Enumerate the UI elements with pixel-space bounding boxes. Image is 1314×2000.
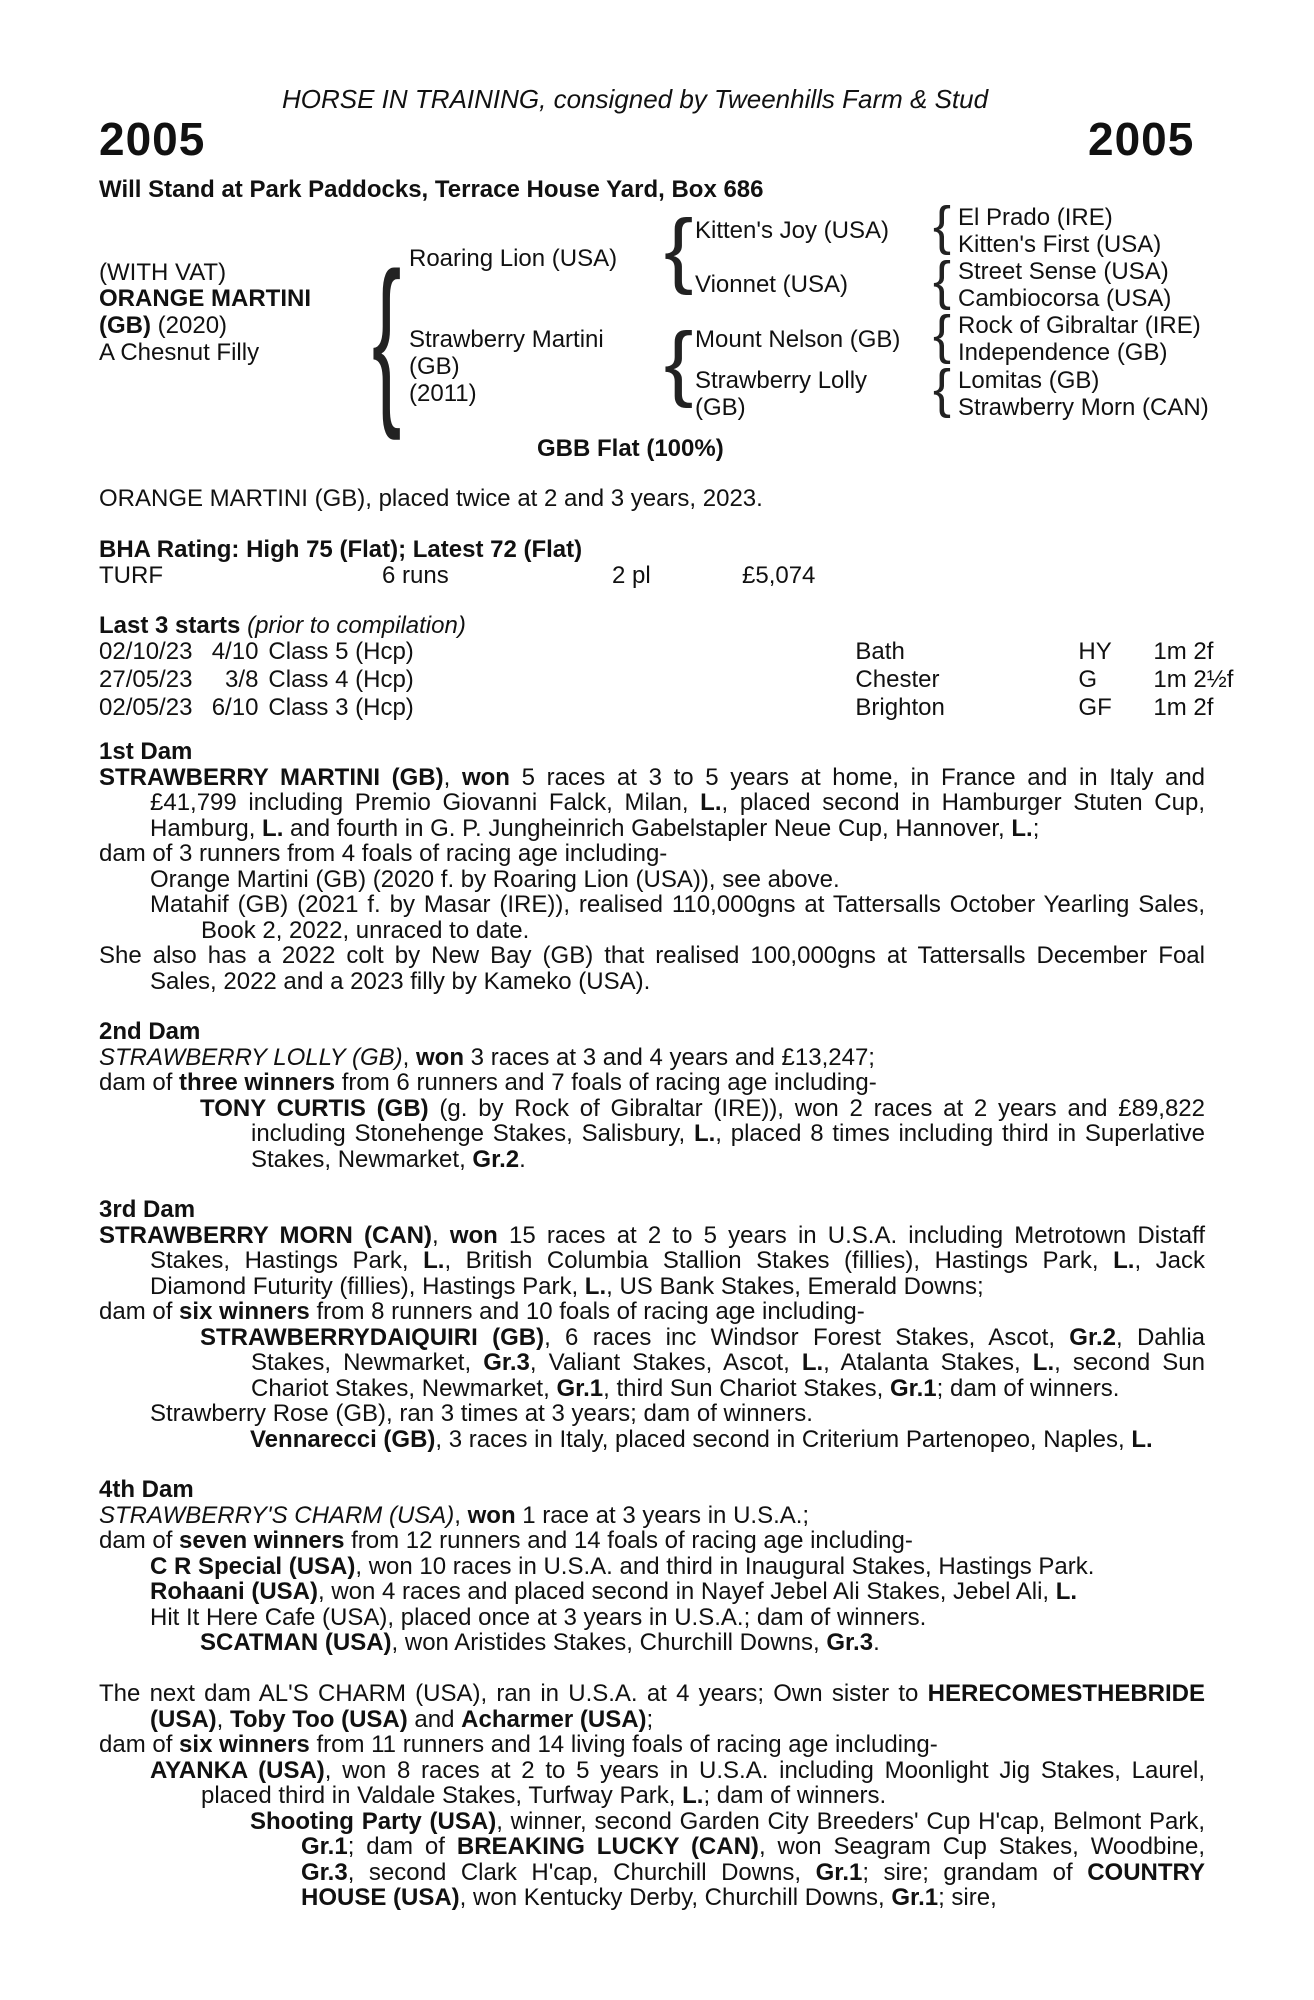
produce-name: STRAWBERRYDAIQUIRI (GB) <box>200 1323 545 1351</box>
start-row <box>99 638 1243 666</box>
last-starts-heading <box>99 612 466 640</box>
text: from 8 runners and 10 foals of racing age including- <box>309 1298 865 1325</box>
pedigree-sdd: Cambiocorsa (USA) <box>958 285 1172 312</box>
start-race: Class 4 (Hcp) <box>268 666 414 693</box>
pedigree-brace-dam: { <box>664 314 694 409</box>
text: , won Seagram Cup Stakes, Woodbine, <box>758 1833 1206 1860</box>
rating-runs: 6 runs <box>382 562 449 589</box>
text: , placed second in Hamburger Stuten Cup, Hamburg, <box>150 789 1205 842</box>
start-going: HY <box>1078 638 1112 665</box>
text: , third Sun Chariot Stakes, <box>603 1374 890 1402</box>
pedigree-brace-ss: { <box>933 196 952 256</box>
pedigree-ssd: Kitten's First (USA) <box>958 231 1162 258</box>
pedigree-dds: Lomitas (GB) <box>958 367 1100 394</box>
winners-count: six winners <box>179 1731 310 1758</box>
pedigree-dam-line1: Strawberry Martini <box>409 326 604 353</box>
horse-summary: ORANGE MARTINI (GB), placed twice at 2 and 3 years, 2023. <box>99 485 763 512</box>
text: 15 races at 2 to 5 years in U.S.A. including Metrotown Distaff Stakes, Hastings Park, <box>150 1221 1205 1274</box>
listed-mark: L. <box>1032 1349 1055 1376</box>
text: , won 10 races in U.S.A. and third in Inaugural Stakes, Hastings Park. <box>355 1552 1095 1580</box>
pedigree-brace-sire: { <box>664 201 694 296</box>
text: from 12 runners and 14 foals of racing age including- <box>344 1527 913 1554</box>
text: ; sire, <box>938 1884 997 1911</box>
group-mark: Gr.1 <box>556 1374 604 1402</box>
produce-name: Rohaani (USA) <box>150 1578 318 1605</box>
text: from 6 runners and 7 foals of racing age including- <box>335 1069 877 1096</box>
dam3-section <box>99 1197 1205 1452</box>
dam1-produce-1: Orange Martini (GB) (2020 f. by Roaring Lion (USA)), see above. <box>150 865 840 893</box>
start-course: Chester <box>855 666 940 693</box>
text: , won 4 races and placed second in Nayef Jebel Ali Stakes, Jebel Ali, <box>318 1578 1056 1605</box>
lot-number-right: 2005 <box>1088 113 1195 165</box>
horse-origin <box>99 312 227 340</box>
text: , won Aristides Stakes, Churchill Downs, <box>391 1629 827 1656</box>
text: 3 races at 3 and 4 years and £13,247; <box>464 1043 875 1071</box>
text: , Jack Diamond Futurity (fillies), Hastings Park, <box>150 1247 1206 1300</box>
bha-rating: BHA Rating: High 75 (Flat); Latest 72 (Flat) <box>99 536 583 563</box>
vat-note: (WITH VAT) <box>99 259 227 286</box>
dam1-record: STRAWBERRY MARTINI (GB), won 5 races at 3 to 5 years at home, in France and in Italy and £41,799 including Premio Giovanni Falck, Milan, L., placed second in Hamburger Stuten Cup, Hamburg, L. and fourth in G. P. Jungheinrich Gabelstapler Neue Cup, Hannover, L.; <box>99 763 1206 842</box>
text: dam of <box>99 1731 180 1758</box>
text: ; dam of winners. <box>936 1374 1120 1402</box>
next-dam-produce-1 <box>99 1758 1205 1809</box>
listed-mark: L. <box>423 1247 445 1274</box>
produce-name: TONY CURTIS (GB) <box>200 1094 429 1122</box>
dam3-record <box>99 1223 1205 1300</box>
pedigree-dam-line3: (2011) <box>409 380 477 407</box>
text: , Valiant Stakes, Ascot, <box>529 1349 802 1376</box>
dam2-name: STRAWBERRY LOLLY (GB) <box>99 1043 403 1071</box>
dam1-section <box>99 739 1205 994</box>
text: ; dam of <box>347 1833 457 1860</box>
last-starts-note: (prior to compilation) <box>240 612 466 639</box>
text: dam of <box>99 1527 180 1554</box>
group-mark: Gr.3 <box>826 1629 874 1656</box>
text: and <box>407 1705 462 1733</box>
dam4-produce-intro <box>99 1528 1205 1554</box>
dam4-produce-2 <box>99 1579 1205 1605</box>
pedigree-brace-dd: { <box>933 359 952 419</box>
produce-name: C R Special (USA) <box>150 1552 356 1580</box>
horse-country: (GB) <box>99 312 151 339</box>
text: , winner, second Garden City Breeders' Cup H'cap, Belmont Park, <box>496 1807 1206 1835</box>
last-starts-table <box>99 638 1243 722</box>
text: , 6 races inc Windsor Forest Stakes, Ascot, <box>544 1323 1070 1351</box>
next-dam-produce-2 <box>99 1809 1205 1911</box>
listed-mark: L. <box>1131 1425 1153 1453</box>
text: ; <box>1032 814 1040 842</box>
start-race: Class 5 (Hcp) <box>268 638 414 665</box>
pedigree-brace-ds: { <box>933 305 952 365</box>
start-course: Bath <box>855 638 905 665</box>
text: , <box>454 1501 468 1529</box>
pedigree-dam-dam-line2: (GB) <box>695 394 746 421</box>
produce-name: COUNTRY HOUSE (USA) <box>301 1858 1205 1911</box>
text: ; sire; grandam of <box>862 1858 1088 1886</box>
gbb-flat: GBB Flat (100%) <box>537 435 724 462</box>
produce-name: Vennarecci (GB) <box>250 1425 436 1453</box>
pedigree-dam-dam-line1: Strawberry Lolly <box>695 367 868 394</box>
dam1-produce-intro: dam of 3 runners from 4 foals of racing age including- <box>99 840 668 867</box>
winners-count: three winners <box>179 1069 336 1096</box>
pedigree-sire-sire: Kitten's Joy (USA) <box>695 217 889 244</box>
listed-mark: L. <box>1113 1247 1135 1274</box>
dam2-won: won <box>416 1043 465 1071</box>
start-dist: 1m 2½f <box>1153 666 1234 693</box>
dam4-won: won <box>467 1501 516 1529</box>
text: dam of <box>99 1298 180 1325</box>
pedigree-brace-main: { <box>372 233 402 442</box>
listed-mark: L. <box>682 1782 704 1809</box>
text: and fourth in G. P. Jungheinrich Gabelstapler Neue Cup, Hannover, <box>283 814 1012 842</box>
next-dam-section <box>99 1681 1205 1911</box>
text: , British Columbia Stallion Stakes (fillies), Hastings Park, <box>444 1247 1114 1274</box>
horse-name: ORANGE MARTINI <box>99 285 311 312</box>
dam4-record <box>99 1503 1205 1529</box>
dam2-record <box>99 1045 1205 1071</box>
group-mark: Gr.2 <box>472 1145 520 1173</box>
group-mark: Gr.2 <box>1069 1323 1116 1351</box>
dam3-produce-1 <box>99 1325 1205 1402</box>
produce-name: AYANKA (USA) <box>150 1756 325 1784</box>
group-mark: Gr.3 <box>301 1858 348 1886</box>
dam4-name: STRAWBERRY'S CHARM (USA) <box>99 1501 455 1529</box>
text: (g. by Rock of Gibraltar (IRE)), won 2 races at 2 years and £89,822 including Stonehenge Stakes, Salisbury, <box>251 1094 1206 1147</box>
dam4-produce-4 <box>99 1630 1205 1656</box>
sibling-name: Toby Too (USA) <box>230 1705 408 1733</box>
pedigree-dam-line2: (GB) <box>409 353 460 380</box>
next-dam-produce-intro <box>99 1732 1205 1758</box>
pedigree-dsd: Independence (GB) <box>958 339 1168 366</box>
dam1-note: She also has a 2022 colt by New Bay (GB) that realised 100,000gns at Tattersalls December Foal Sales, 2022 and a 2023 filly by Kameko (USA). <box>99 942 1205 995</box>
dam1-name: STRAWBERRY MARTINI (GB) <box>99 763 444 791</box>
produce-name: SCATMAN (USA) <box>200 1629 392 1656</box>
start-date: 27/05/23 <box>99 666 193 693</box>
dam2-section <box>99 1019 1205 1172</box>
dam1-won: won <box>461 763 510 791</box>
group-mark: Gr.3 <box>483 1349 530 1376</box>
group-mark: Gr.1 <box>301 1833 348 1860</box>
pedigree-brace-sd: { <box>933 251 952 311</box>
dam1-produce-2: Matahif (GB) (2021 f. by Masar (IRE)), realised 110,000gns at Tattersalls October Yearling Sales, Book 2, 2022, unraced to date. <box>150 891 1205 944</box>
start-pos: 4/10 <box>211 638 259 665</box>
text: , second Clark H'cap, Churchill Downs, <box>347 1858 816 1886</box>
text: 5 races at 3 to 5 years at home, in France and in Italy and £41,799 including Premio Giovanni Falck, Milan, <box>150 763 1206 816</box>
start-race: Class 3 (Hcp) <box>268 694 414 721</box>
text: , US Bank Stakes, Emerald Downs; <box>606 1272 984 1300</box>
stand-location: Will Stand at Park Paddocks, Terrace House Yard, Box 686 <box>99 176 764 203</box>
text: , <box>431 1221 450 1249</box>
rating-prize: £5,074 <box>742 562 816 589</box>
start-going: GF <box>1078 694 1112 721</box>
start-dist: 1m 2f <box>1153 694 1214 721</box>
consignor-line: HORSE IN TRAINING, consigned by Tweenhills Farm & Stud <box>282 84 989 114</box>
dam2-heading: 2nd Dam <box>99 1018 201 1045</box>
text: , <box>216 1705 230 1733</box>
pedigree-sire-dam: Vionnet (USA) <box>695 271 848 298</box>
listed-mark: L. <box>801 1349 824 1376</box>
text: , second Sun Chariot Stakes, Newmarket, <box>251 1349 1205 1402</box>
start-row <box>99 694 1243 722</box>
text: , placed 8 times including third in Superlative Stakes, Newmarket, <box>251 1120 1205 1173</box>
start-dist: 1m 2f <box>1153 638 1214 665</box>
pedigree-sss: El Prado (IRE) <box>958 204 1113 231</box>
text: ; <box>646 1705 654 1733</box>
text: from 11 runners and 14 living foals of racing age including- <box>309 1731 938 1758</box>
text: , won 8 races at 2 to 5 years in U.S.A. including Moonlight Jig Stakes, Laurel, placed third in Valdale Stakes, Turfway Park, <box>201 1756 1206 1809</box>
next-dam-record <box>99 1681 1205 1732</box>
listed-mark: L. <box>700 789 722 816</box>
dam4-produce-3: Hit It Here Cafe (USA), placed once at 3 years in U.S.A.; dam of winners. <box>150 1603 927 1631</box>
last-starts-title: Last 3 starts <box>99 612 241 639</box>
dam1-heading: 1st Dam <box>99 738 193 765</box>
pedigree-dss: Rock of Gibraltar (IRE) <box>958 312 1201 339</box>
lot-number-left: 2005 <box>99 113 206 165</box>
pedigree-sire: Roaring Lion (USA) <box>409 245 618 272</box>
listed-mark: L. <box>1055 1578 1078 1605</box>
rating-surface: TURF <box>99 562 163 589</box>
text: , Atalanta Stakes, <box>823 1349 1033 1376</box>
group-mark: Gr.1 <box>815 1858 863 1886</box>
pedigree-sds: Street Sense (USA) <box>958 258 1169 285</box>
horse-year: (2020) <box>150 312 228 339</box>
dam2-produce-1 <box>99 1096 1205 1173</box>
dam3-produce-3 <box>99 1427 1205 1453</box>
start-date: 02/05/23 <box>99 694 193 721</box>
produce-name: Shooting Party (USA) <box>250 1807 497 1835</box>
dam4-section <box>99 1477 1205 1656</box>
text: , Dahlia Stakes, Newmarket, <box>251 1323 1206 1376</box>
rating-placed: 2 pl <box>612 562 651 589</box>
pedigree-dam-sire: Mount Nelson (GB) <box>695 326 901 353</box>
start-going: G <box>1078 666 1098 693</box>
horse-description: A Chesnut Filly <box>99 339 260 366</box>
dam3-name: STRAWBERRY MORN (CAN) <box>99 1221 432 1249</box>
dam2-produce-intro <box>99 1070 1205 1096</box>
dam3-produce-2: Strawberry Rose (GB), ran 3 times at 3 years; dam of winners. <box>150 1400 813 1427</box>
produce-name: BREAKING LUCKY (CAN) <box>456 1833 759 1860</box>
listed-mark: L. <box>1011 814 1033 842</box>
text: dam of <box>99 1069 180 1096</box>
dam3-won: won <box>449 1221 498 1249</box>
text: . <box>519 1145 526 1173</box>
dam4-produce-1 <box>99 1554 1205 1580</box>
text: The next dam AL'S CHARM (USA), ran in U.S.A. at 4 years; Own sister to <box>99 1680 928 1707</box>
dam4-heading: 4th Dam <box>99 1476 194 1503</box>
start-row <box>99 666 1243 694</box>
group-mark: Gr.1 <box>891 1884 939 1911</box>
text: 1 race at 3 years in U.S.A.; <box>515 1501 810 1529</box>
listed-mark: L. <box>693 1120 716 1147</box>
start-pos: 6/10 <box>211 694 259 721</box>
text: , <box>402 1043 417 1071</box>
winners-count: seven winners <box>179 1527 345 1554</box>
text: , won Kentucky Derby, Churchill Downs, <box>459 1884 892 1911</box>
sibling-name: Acharmer (USA) <box>461 1705 647 1733</box>
start-course: Brighton <box>855 694 945 721</box>
text: , 3 races in Italy, placed second in Criterium Partenopeo, Naples, <box>435 1425 1132 1453</box>
winners-count: six winners <box>179 1298 310 1325</box>
group-mark: Gr.1 <box>889 1374 937 1402</box>
dam3-produce-intro <box>99 1299 1205 1325</box>
pedigree-ddd: Strawberry Morn (CAN) <box>958 394 1209 421</box>
listed-mark: L. <box>262 814 284 842</box>
text: . <box>873 1629 880 1656</box>
listed-mark: L. <box>584 1272 607 1300</box>
start-date: 02/10/23 <box>99 638 193 665</box>
text: ; dam of winners. <box>703 1782 887 1809</box>
dam3-heading: 3rd Dam <box>99 1196 196 1223</box>
sibling-name: HERECOMESTHEBRIDE (USA) <box>150 1680 1205 1733</box>
start-pos: 3/8 <box>225 666 259 693</box>
